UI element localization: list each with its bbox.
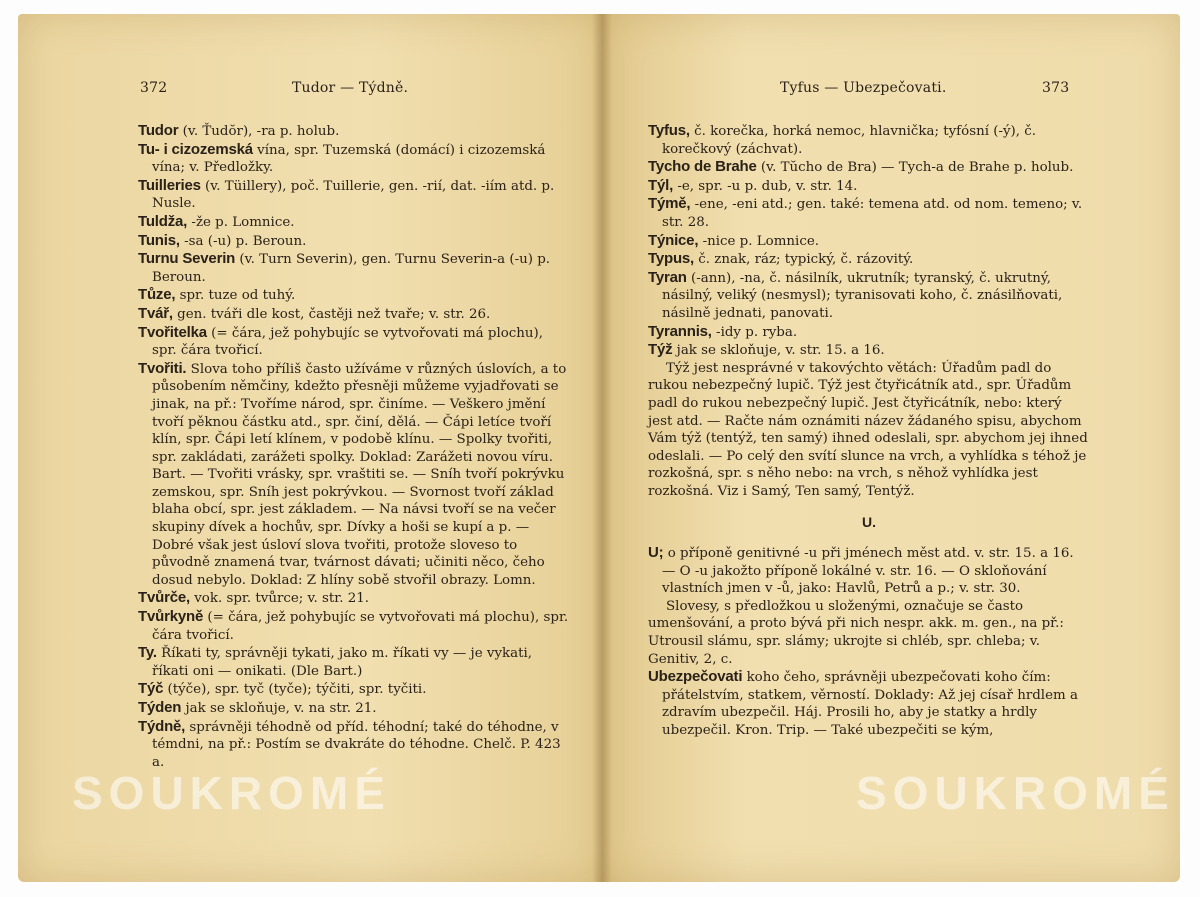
entry-text: (v. Turn Severin), gen. Turnu Severin-a (-u) p. Beroun.: [152, 252, 551, 285]
right-column: [648, 122, 1090, 740]
entry-text: -sa (-u) p. Beroun.: [184, 233, 307, 249]
entry-text: (-ann), -na, č. násilník, ukrutník; tyranský, č. ukrutný, násilný, veliký (nesmysl); tyranisovati koho, č. znásilňovati, násilně jednati, panovati.: [662, 270, 1063, 321]
entry-text: (v. Tŭcho de Bra) — Tych-a de Brahe p. holub.: [760, 160, 1074, 176]
entry: [138, 177, 570, 213]
left-running-head: Tudor — Týdně.: [292, 80, 409, 96]
entry-headword: Tycho de Brahe: [648, 158, 757, 176]
entry: [648, 122, 1090, 158]
entry-text: (= čára, jež pohybujíc se vytvořovati má plochu), spr. čára tvořicí.: [152, 325, 544, 359]
entry-text: -nice p. Lomnice.: [702, 233, 819, 249]
entry: [138, 360, 570, 590]
entry-headword: Tvořiti.: [138, 359, 187, 377]
right-entries: [648, 122, 1090, 360]
entry-text: správněji téhodně od příd. téhodní; také do téhodne, v témdni, na př.: Postím se dvakráte do téhodne. Chelč. P. 423 a.: [152, 719, 561, 770]
entry: [648, 195, 1090, 231]
left-page: [18, 14, 602, 882]
entry-headword: Tu- i cizozemská: [138, 140, 253, 158]
entry-text: -že p. Lomnice.: [191, 214, 295, 230]
entry-headword: U;: [648, 544, 664, 562]
entry-headword: Týdně,: [138, 717, 186, 735]
entry-headword: Týden: [138, 699, 182, 716]
entry-headword: Tunis,: [138, 231, 180, 249]
entry-text: o příponě genitivné -u při jménech měst atd. v. str. 15. a 16. — O -u jakožto příponě lokálné v. str. 16. — O skloňování vlastních jmen v -ů, jako: Havlů, Petrů a p.; v. str. 30.: [662, 546, 1074, 597]
entry: [138, 589, 570, 608]
entry: [648, 177, 1090, 196]
entry: [138, 608, 570, 644]
entry-text: vok. spr. tvůrce; v. str. 21.: [194, 591, 370, 607]
entry-headword: Tyran: [648, 268, 687, 286]
entry-text: koho čeho, správněji ubezpečovati koho čím: přátelstvím, statkem, věrností. Doklady: Až jej císař hrdlem a zdravím ubezpečil. Háj. Prosili ho, aby je statky a hrdly ubezpečil. Kron. Trip. — Také ubezpečiti se kým,: [662, 670, 1078, 738]
left-page-number: 372: [140, 80, 168, 96]
u-paragraph: Slovesy, s předložkou u složenými, označuje se často umenšování, a proto bývá při nich nespr. akk. m. gen., na př.: Utrousil slámu, spr. slámy; ukrojte si chléb, spr. chleba; v. Genitiv, 2, c.: [648, 598, 1064, 667]
entry-headword: Týmě,: [648, 195, 691, 213]
entry-headword: Tůze,: [138, 286, 176, 304]
entry-headword: Týl,: [648, 176, 674, 194]
entry-text: Říkati ty, správněji tykati, jako m. říkati vy — je vykati, říkati oni — onikati. (Dle Bart.): [152, 646, 533, 679]
entry: [138, 141, 570, 177]
entry: [138, 232, 570, 251]
entry-text: Slova toho příliš často užíváme v různých úslovích, a to působením němčiny, kdežto přesněji můžeme vyjadřovati se jinak, na př.: Tvoříme národ, spr. činíme. — Veškero jmění tvoří pěknou částku atd., spr. činí, dělá. — Čápi letíce tvoří klín, spr. Čápi letí klínem, v podobě klínu. — Spolky tvořiti, spr. zakládati, zarážeti spolky. Doklad: Zarážeti novou víru. Bart. — Tvořiti vrásky, spr. vraštiti se. — Sníh tvoří pokrývku zemskou, spr. Sníh jest pokrývkou. — Svornost tvoří základ blaha obcí, spr. jest základem. — Na návsi tvoří se na večer skupiny dívek a hochův, spr. Dívky a hoši se kupí a p. — Dobré však jest úsloví slova tvořiti, protože sloveso to původně znamená tvar, tvárnost dávati; učiniti něco, čeho dosud nebylo. Doklad: Z hlíny sobě stvořil obrazy. Lomn.: [152, 361, 567, 588]
entry-headword: Tvůrkyně: [138, 608, 204, 626]
entry: [138, 286, 570, 305]
entry: [648, 232, 1090, 251]
entry: [138, 305, 570, 324]
entry: [648, 323, 1090, 342]
right-page: [602, 14, 1180, 882]
section-letter-u: U.: [862, 514, 876, 531]
entry: [648, 544, 1090, 598]
entry-text: gen. tváři dle kost, častěji než tvaře; v. str. 26.: [177, 306, 491, 322]
entry-headword: Tudor: [138, 122, 179, 139]
right-running-head: Tyfus — Ubezpečovati.: [780, 80, 947, 96]
entry-headword: Turnu Severin: [138, 250, 236, 268]
entry-headword: Tvořitelka: [138, 323, 207, 341]
entry: [648, 269, 1090, 323]
entry-text: (v. Ťudŏr), -ra p. holub.: [182, 124, 340, 139]
right-watermark: SOUKROMÉ: [856, 767, 1175, 819]
tyz-paragraph: Týž jest nesprávné v takovýchto větách: Úřadům padl do rukou nebezpečný lupič. Týž jest čtyřicátník atd., spr. Úřadům padl do rukou nebezpečný lupič. Jest čtyřicátník, nebo: který jest atd. — Račte nám oznámiti název žádaného spisu, abychom Vám týž (tentýž, ten samý) ihned odeslali, spr. abychom jej ihned odeslali. — Po celý den svítí slunce na vrch, a vyhlídka s téhož je rozkošná, spr. s něho nebo: na vrch, s něhož vyhlídka jest rozkošná. Viz i Samý, Ten samý, Tentýž.: [648, 360, 1088, 499]
entry-headword: Týž: [648, 341, 673, 359]
entry: [648, 158, 1090, 177]
entry: [138, 213, 570, 232]
entry-text: -e, spr. -u p. dub, v. str. 14.: [677, 178, 858, 194]
entry-headword: Ubezpečovati: [648, 668, 743, 686]
entry: [138, 718, 570, 772]
entry: [138, 680, 570, 699]
entry-text: (v. Tüillery), poč. Tuillerie, gen. -rií, dat. -iím atd. p. Nusle.: [152, 178, 555, 212]
entry: [138, 250, 570, 286]
entry-headword: Tvůrče,: [138, 589, 190, 607]
entry-text: č. znak, ráz; typický, č. rázovitý.: [698, 252, 914, 268]
entry: [138, 122, 570, 141]
entry-headword: Týč: [138, 680, 164, 698]
entry-text: jak se skloňuje, v. str. 15. a 16.: [676, 343, 885, 359]
entry: [648, 250, 1090, 269]
entry-headword: Tyrannis,: [648, 322, 712, 340]
entry-text: (= čára, jež pohybujíc se vytvořovati má plochu), spr. čára tvořicí.: [152, 610, 569, 643]
book-gutter: [592, 14, 612, 882]
entry: [138, 644, 570, 680]
entry: [138, 324, 570, 360]
entry-headword: Tuldža,: [138, 212, 188, 230]
right-page-number: 373: [1042, 80, 1070, 96]
entry: [648, 341, 1090, 360]
left-watermark: SOUKROMÉ: [72, 767, 391, 819]
entry: [138, 699, 570, 718]
left-column: [138, 122, 570, 771]
entry-headword: Tvář,: [138, 304, 173, 322]
entry-ubezpecovati: [648, 668, 1090, 739]
entry-text: (týče), spr. tyč (tyče); týčiti, spr. tyčiti.: [167, 682, 427, 698]
entry-text: jak se skloňuje, v. na str. 21.: [185, 701, 377, 716]
entry-headword: Týnice,: [648, 231, 699, 249]
entry-text: -idy p. ryba.: [716, 324, 798, 340]
u-entries: [648, 544, 1090, 598]
entry-headword: Ty.: [138, 644, 157, 662]
entry-text: č. korečka, horká nemoc, hlavnička; tyfósní (-ý), č. korečkový (záchvat).: [662, 124, 1037, 157]
entry-text: -ene, -eni atd.; gen. také: temena atd. od nom. temeno; v. str. 28.: [662, 197, 1083, 230]
entry-headword: Tyfus,: [648, 122, 690, 139]
entry-text: spr. tuze od tuhý.: [179, 288, 296, 304]
entry-headword: Tuilleries: [138, 176, 201, 194]
entry-headword: Typus,: [648, 250, 695, 268]
entry-text: vína, spr. Tuzemská (domácí) i cizozemská vína; v. Předložky.: [152, 142, 546, 176]
